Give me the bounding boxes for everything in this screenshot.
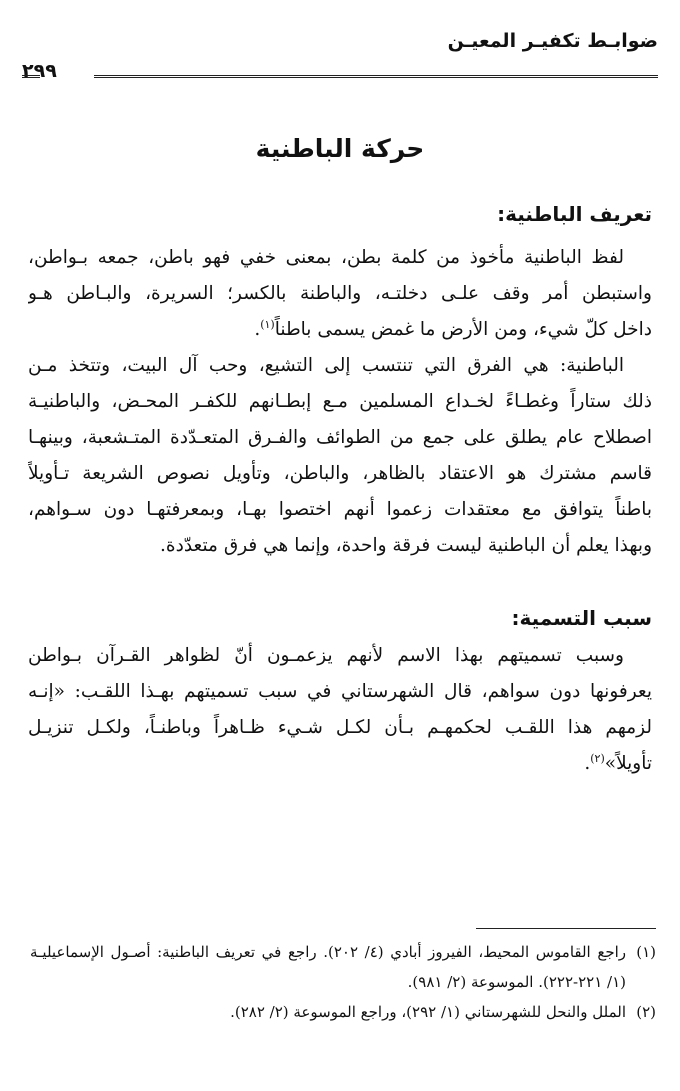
text-line: وسبب تسميتهم بهذا الاسم لأنهم يزعمـون أنّ لظواهر القـرآن بـواطن xyxy=(28,645,624,666)
paragraph xyxy=(28,348,652,564)
section-definition xyxy=(28,196,652,564)
paragraph xyxy=(28,638,652,782)
footnote-number: (١) xyxy=(636,943,656,961)
paragraph xyxy=(28,240,652,348)
footnote-separator xyxy=(476,928,656,929)
section-heading: سبب التسمية: xyxy=(511,606,652,630)
text-line: لزمهم هذا اللقـب لحكمهـم بـأن لكـل شـيء ظـاهراً وباطنـاً، ولكـل تنزيـل xyxy=(28,717,652,738)
text-line: قاسم مشترك هو الاعتقاد بالظاهر، والباطن، وتأويل نصوص الشريعة تـأويلاً xyxy=(28,463,652,484)
header-rule-main xyxy=(94,75,658,78)
footnote-ref: (٢) xyxy=(590,751,605,765)
header-rule xyxy=(22,72,658,80)
footnote-line: (١/ ٢٢١-٢٢٢). الموسوعة (٢/ ٩٨١). xyxy=(407,973,626,991)
text-line: وبهذا يعلم أن الباطنية ليست فرقة واحدة، وإنما هي فرق متعدّدة. xyxy=(160,535,652,556)
section-naming xyxy=(28,600,652,782)
section-heading: تعريف الباطنية: xyxy=(497,202,652,226)
text-line: ذلك ستاراً وغطـاءً لخـداع المسلمين مـع إبطـانهم للكفـر المحـض، والباطنيـة xyxy=(28,391,652,412)
text-line: اصطلاح عام يطلق على جمع من الطوائف والفـرق المتعـدّدة المتـشعبة، وبينهـا xyxy=(28,427,652,448)
footnote-number: (٢) xyxy=(636,1003,656,1021)
footnote-line xyxy=(30,997,656,1027)
text-line: باطناً يتوافق مع معتقدات زعموا أنهم اختصوا بهـا، وبمعرفتهـا دون سـواهم، xyxy=(28,499,652,520)
footnote xyxy=(30,997,656,1027)
text-line: الباطنية: هي الفرق التي تنتسب إلى التشيع، وحب آل البيت، وتتخذ مـن xyxy=(28,355,624,376)
chapter-title: حركة الباطنية xyxy=(255,134,425,163)
text-segment: داخل كلّ شيء، ومن الأرض ما غمض يسمى باطناً xyxy=(274,319,652,340)
footnote-text: الملل والنحل للشهرستاني (١/ ٢٩٢)، وراجع الموسوعة (٢/ ٢٨٢). xyxy=(230,1003,626,1021)
running-header xyxy=(22,22,658,82)
footnotes xyxy=(30,937,656,1027)
footnote-line xyxy=(30,937,656,967)
text-line: تأويلاً»$^{(٢)}$. xyxy=(584,751,652,774)
header-rule-left xyxy=(22,75,40,78)
footnote-ref: (١) xyxy=(260,317,275,331)
text-segment: تأويلاً» xyxy=(604,753,652,774)
footnote-text: راجع القاموس المحيط، الفيروز أبادي (٤/ ٢٠٢). راجع في تعريف الباطنية: أصـول الإسماعيليـة xyxy=(30,943,627,961)
text-line: لفظ الباطنية مأخوذ من كلمة بطن، بمعنى خفي فهو باطن، جمعه بـواطن، xyxy=(28,247,624,268)
footnote xyxy=(30,937,656,997)
text-line: واستبطن أمر وقف علـى دخلتـه، والباطنة بالكسر؛ السريرة، والبـاطن هـو xyxy=(28,283,652,304)
page-number: ٢٩٩ xyxy=(22,60,57,82)
text-line: داخل كلّ شيء، ومن الأرض ما غمض يسمى باطناً$^{(١)}$. xyxy=(254,317,652,340)
text-line: يعرفونها دون سواهم، قال الشهرستاني في سبب تسميتهم بهـذا اللقـب: «إنـه xyxy=(28,681,652,702)
running-title: ضوابـط تكفيـر المعيـن xyxy=(447,30,658,52)
